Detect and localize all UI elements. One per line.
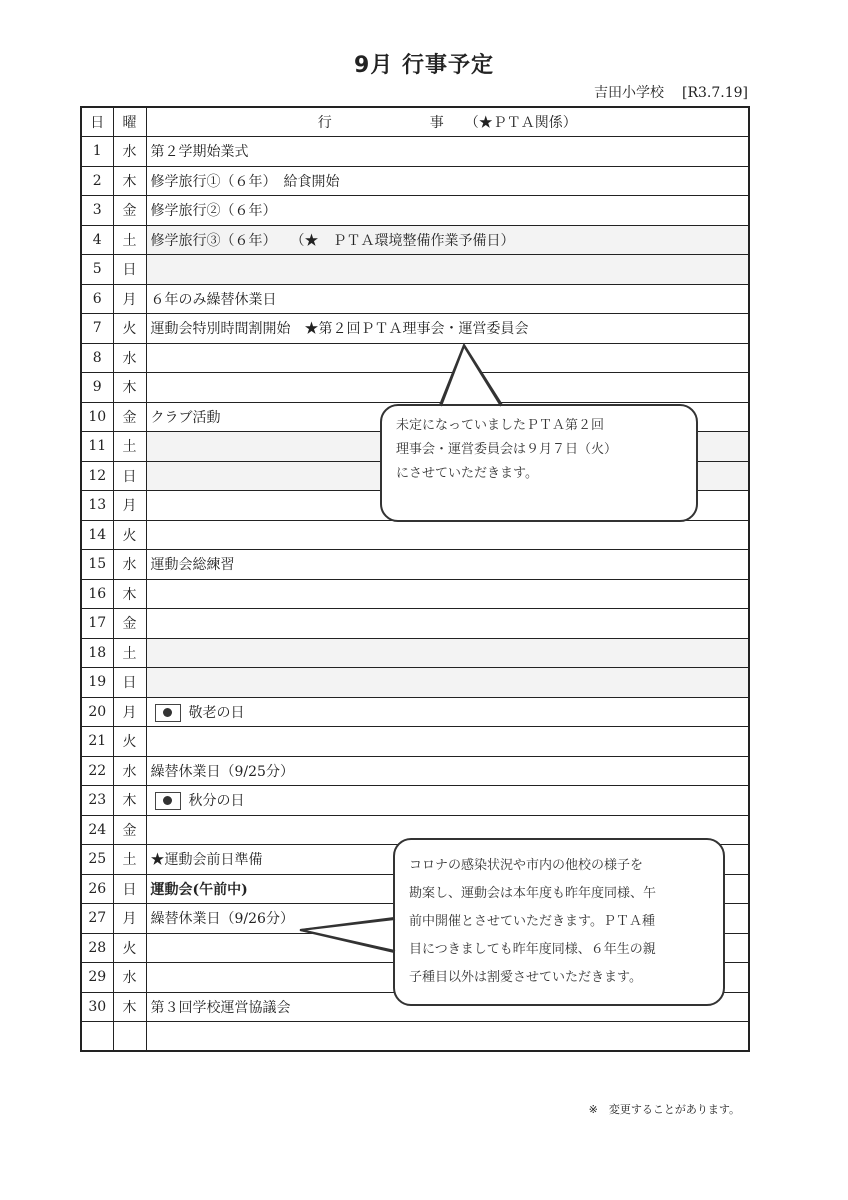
weekday-cell: 月 <box>113 697 146 727</box>
day-cell: 25 <box>81 845 113 875</box>
event-cell <box>146 166 749 196</box>
event-cell <box>146 668 749 698</box>
callout-pta-meeting <box>380 404 698 522</box>
event-text: ６年のみ繰替休業日 <box>150 291 277 308</box>
day-cell: 24 <box>81 815 113 845</box>
weekday-cell: 火 <box>113 520 146 550</box>
weekday-cell: 火 <box>113 314 146 344</box>
event-text: 繰替休業日（9/26分） <box>150 911 294 928</box>
table-row <box>81 343 749 373</box>
weekday-cell: 水 <box>113 963 146 993</box>
table-row <box>81 373 749 403</box>
weekday-cell: 木 <box>113 992 146 1022</box>
table-row <box>81 255 749 285</box>
table-row <box>81 697 749 727</box>
table-row <box>81 520 749 550</box>
day-cell: 12 <box>81 461 113 491</box>
day-cell: 21 <box>81 727 113 757</box>
event-cell <box>146 225 749 255</box>
day-cell: 29 <box>81 963 113 993</box>
weekday-cell: 土 <box>113 225 146 255</box>
weekday-cell: 日 <box>113 668 146 698</box>
page-title: 9月 行事予定 <box>354 53 494 78</box>
weekday-cell: 土 <box>113 638 146 668</box>
table-row <box>81 137 749 167</box>
table-row <box>81 786 749 816</box>
callout-line: 勘案し、運動会は本年度も昨年度同様、午 <box>409 886 657 901</box>
callout-line: 目につきましても昨年度同様、６年生の親 <box>409 942 656 957</box>
day-cell: 16 <box>81 579 113 609</box>
school-info <box>594 82 748 102</box>
event-cell <box>146 520 749 550</box>
day-cell: 11 <box>81 432 113 462</box>
weekday-cell: 水 <box>113 343 146 373</box>
weekday-cell: 木 <box>113 579 146 609</box>
day-cell: 27 <box>81 904 113 934</box>
event-text: 第３回学校運営協議会 <box>150 999 291 1016</box>
event-cell <box>146 756 749 786</box>
flag-icon <box>155 792 181 810</box>
day-cell: 30 <box>81 992 113 1022</box>
weekday-cell: 土 <box>113 845 146 875</box>
event-text: 第２学期始業式 <box>150 144 249 161</box>
table-row <box>81 756 749 786</box>
day-cell: 22 <box>81 756 113 786</box>
day-cell: 14 <box>81 520 113 550</box>
event-cell <box>146 697 749 727</box>
day-cell: 3 <box>81 196 113 226</box>
weekday-cell: 月 <box>113 491 146 521</box>
event-cell <box>146 786 749 816</box>
event-cell <box>146 550 749 580</box>
weekday-cell: 金 <box>113 196 146 226</box>
table-row <box>81 284 749 314</box>
day-cell: 26 <box>81 874 113 904</box>
header-day: 日 <box>81 107 113 137</box>
weekday-cell: 水 <box>113 137 146 167</box>
flag-icon <box>155 704 181 722</box>
event-text: 秋分の日 <box>188 793 245 810</box>
weekday-cell: 金 <box>113 402 146 432</box>
table-row <box>81 579 749 609</box>
event-cell <box>146 609 749 639</box>
weekday-cell: 木 <box>113 373 146 403</box>
callout-line: 未定になっていましたＰＴＡ第２回 <box>396 418 605 433</box>
weekday-cell: 金 <box>113 609 146 639</box>
weekday-cell: 月 <box>113 904 146 934</box>
table-row <box>81 550 749 580</box>
callout-line: にさせていただきます。 <box>396 466 538 481</box>
weekday-cell: 金 <box>113 815 146 845</box>
event-cell <box>146 727 749 757</box>
table-row <box>81 638 749 668</box>
day-cell: 15 <box>81 550 113 580</box>
weekday-cell: 火 <box>113 727 146 757</box>
event-text: 運動会特別時間割開始 ★第２回ＰＴＡ理事会・運営委員会 <box>150 321 529 338</box>
day-cell: 10 <box>81 402 113 432</box>
callout-line: 理事会・運営委員会は９月７日（火） <box>396 442 618 457</box>
event-text: 修学旅行①（６年） 給食開始 <box>150 173 340 190</box>
event-text: 運動会(午前中) <box>150 881 248 898</box>
school-name: 吉田小学校 <box>594 85 664 101</box>
weekday-cell: 火 <box>113 933 146 963</box>
weekday-cell: 日 <box>113 255 146 285</box>
day-cell: 2 <box>81 166 113 196</box>
table-row <box>81 609 749 639</box>
event-cell <box>146 1022 749 1052</box>
day-cell: 17 <box>81 609 113 639</box>
callout-line: 前中開催とさせていただきます。ＰＴＡ種 <box>409 914 655 929</box>
event-cell <box>146 638 749 668</box>
day-cell: 4 <box>81 225 113 255</box>
event-cell <box>146 137 749 167</box>
day-cell: 28 <box>81 933 113 963</box>
event-text: 修学旅行③（６年） （★ ＰＴＡ環境整備作業予備日） <box>150 232 515 249</box>
callout-line: コロナの感染状況や市内の他校の様子を <box>409 858 644 873</box>
callout-sports-day <box>393 838 725 1006</box>
weekday-cell: 日 <box>113 874 146 904</box>
table-row <box>81 225 749 255</box>
weekday-cell <box>113 1022 146 1052</box>
event-cell <box>146 196 749 226</box>
event-cell <box>146 284 749 314</box>
table-row <box>81 196 749 226</box>
callout-line: 子種目以外は割愛させていただきます。 <box>409 970 642 985</box>
weekday-cell: 木 <box>113 166 146 196</box>
footnote: ※ 変更することがあります。 <box>588 1103 740 1116</box>
event-text: クラブ活動 <box>150 409 221 426</box>
weekday-cell: 水 <box>113 756 146 786</box>
day-cell: 13 <box>81 491 113 521</box>
weekday-cell: 月 <box>113 284 146 314</box>
table-header-row <box>81 107 749 137</box>
day-cell: 23 <box>81 786 113 816</box>
table-row <box>81 314 749 344</box>
event-text: 修学旅行②（６年） <box>150 203 277 220</box>
weekday-cell: 日 <box>113 461 146 491</box>
event-cell <box>146 373 749 403</box>
event-cell <box>146 579 749 609</box>
day-cell: 18 <box>81 638 113 668</box>
day-cell <box>81 1022 113 1052</box>
event-text: 敬老の日 <box>188 704 245 721</box>
table-row <box>81 727 749 757</box>
day-cell: 7 <box>81 314 113 344</box>
table-row <box>81 668 749 698</box>
table-row <box>81 1022 749 1052</box>
weekday-cell: 木 <box>113 786 146 816</box>
day-cell: 20 <box>81 697 113 727</box>
day-cell: 6 <box>81 284 113 314</box>
weekday-cell: 水 <box>113 550 146 580</box>
event-cell <box>146 314 749 344</box>
header-weekday: 曜 <box>113 107 146 137</box>
day-cell: 9 <box>81 373 113 403</box>
header-event: 行 事 （★ＰＴＡ関係） <box>146 107 749 137</box>
issue-date: [R3.7.19] <box>682 85 748 101</box>
day-cell: 1 <box>81 137 113 167</box>
event-text: 運動会総練習 <box>150 557 235 574</box>
day-cell: 8 <box>81 343 113 373</box>
day-cell: 5 <box>81 255 113 285</box>
day-cell: 19 <box>81 668 113 698</box>
event-text: 繰替休業日（9/25分） <box>150 763 294 780</box>
weekday-cell: 土 <box>113 432 146 462</box>
table-row <box>81 166 749 196</box>
event-cell <box>146 255 749 285</box>
event-text: ★運動会前日準備 <box>150 852 263 869</box>
event-cell <box>146 343 749 373</box>
